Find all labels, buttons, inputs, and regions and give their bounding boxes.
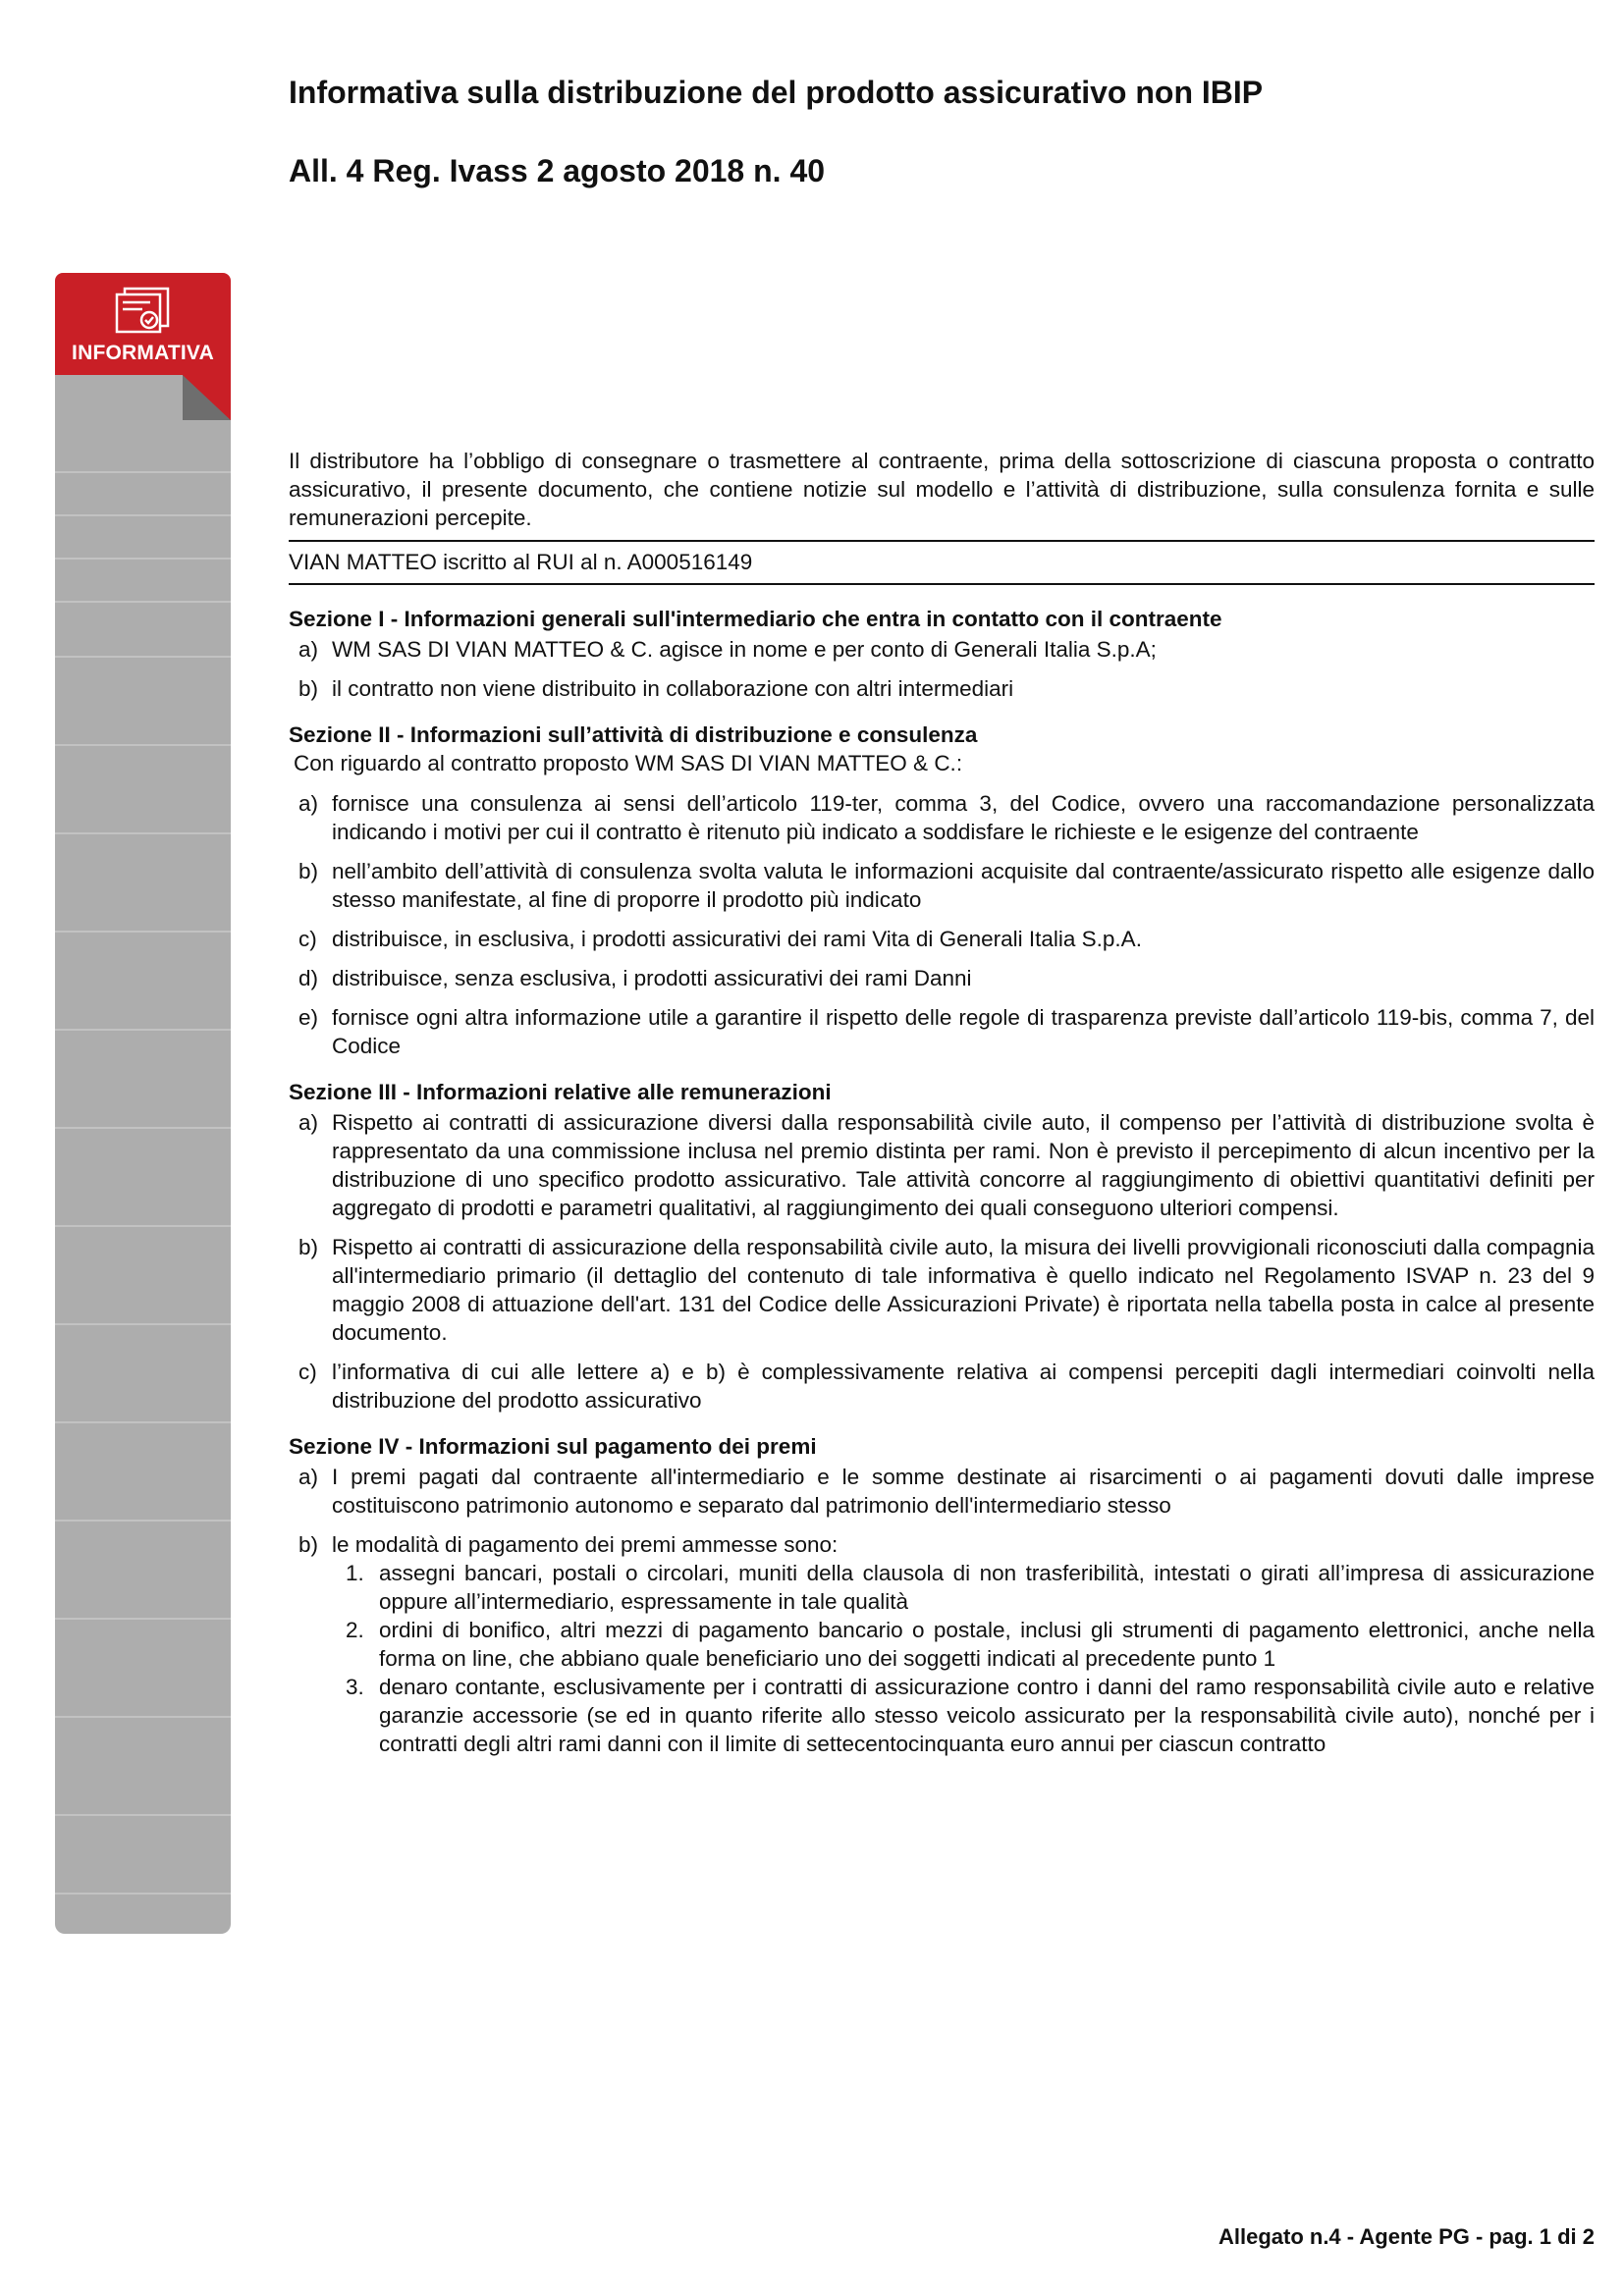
- section-3: [289, 1078, 1595, 1415]
- list-item: a) Rispetto ai contratti di assicurazione diversi dalla responsabilità civile auto, il compenso per l’attività di distribuzione svolta è rappresentato da una commissione inclusa nel premio distinta per rami. Non è previsto il percepimento di alcun incentivo per la distribuzione di uno specifico prodotto assicurativo. Tale attività concorre al raggiungimento di obiettivi quantitativi definiti per aggregato di prodotti e parametri qualitativi, al raggiungimento dei quali conseguono ulteriori compensi.: [298, 1110, 1595, 1220]
- section-4: [289, 1432, 1595, 1758]
- list-item: c) l’informativa di cui alle lettere a) e b) è complessivamente relativa ai compensi percepiti dagli intermediari coinvolti nella distribuzione del prodotto assicurativo: [298, 1360, 1595, 1413]
- document-subtitle: All. 4 Reg. Ivass 2 agosto 2018 n. 40: [289, 153, 826, 188]
- sub-list-item: 1. assegni bancari, postali o circolari, muniti della clausola di non trasferibilità, intestati o girati all’impresa di assicurazione oppure all’intermediario, espressamente in tale qualità: [346, 1561, 1595, 1614]
- document-title: Informativa sulla distribuzione del prodotto assicurativo non IBIP: [289, 75, 1264, 110]
- section-1: [289, 605, 1595, 703]
- list-item: b) Rispetto ai contratti di assicurazione della responsabilità civile auto, la misura dei livelli provvigionali riconosciuti dalla compagnia all'intermediario primario (il dettaglio del contenuto di tale informativa è quello indicato nel Regolamento ISVAP n. 23 del 9 maggio 2008 di attuazione dell'art. 131 del Codice delle Assicurazioni Private) è riportata nella tabella posta in calce al presente documento.: [298, 1235, 1595, 1345]
- page-footer: Allegato n.4 - Agente PG - pag. 1 di 2: [1218, 2224, 1595, 2249]
- divider-bottom: [289, 583, 1595, 585]
- intro-paragraph: Il distributore ha l’obbligo di consegnare o trasmettere al contraente, prima della sottoscrizione di ciascuna proposta o contratto assicurativo, il presente documento, che contiene notizie sul modello e l’attività di distribuzione, sulla consulenza fornita e sulle remunerazioni percepite.: [289, 449, 1595, 530]
- list-item: b) le modalità di pagamento dei premi ammesse sono: 1. assegni bancari, postali o circolari, muniti della clausola di non trasferibilità, intestati o girati all’impresa di assicurazione oppure all’intermediario, espressamente in tale qualità 2. ordini di bonifico, altri mezzi di pagamento bancario o postale, inclusi gli strumenti di pagamento elettronici, anche nella forma on line, che abbiano quale beneficiario uno dei soggetti indicati al precedente punto 1 3. denaro contante, esclusivamente per i contratti di assicurazione contro i danni del ramo responsabilità civile auto e relative garanzie accessorie (se ed in quanto riferite allo stesso veicolo assicurato per la responsabilità civile auto), nonché per i contratti degli altri rami danni con il limite di settecentocinquanta euro annui per ciascun contratto: [298, 1532, 1595, 1756]
- list-item: c) distribuisce, in esclusiva, i prodotti assicurativi dei rami Vita di Generali Italia S.p.A.: [298, 927, 1142, 951]
- badge-fold: [55, 375, 231, 420]
- list-item: b) nell’ambito dell’attività di consulenza svolta valuta le informazioni acquisite dal contraente/assicurato rispetto alle esigenze dallo stesso manifestate, al fine di proporre il prodotto più indicato: [298, 859, 1595, 912]
- sidebar-badge-panel: [55, 273, 231, 1942]
- list-item: b) il contratto non viene distribuito in collaborazione con altri intermediari: [298, 676, 1014, 701]
- list-item: a) I premi pagati dal contraente all'intermediario e le somme destinate ai risarcimenti o ai pagamenti dovuti dalle imprese costituiscono patrimonio autonomo e separato dal patrimonio dell'intermediario stesso: [298, 1465, 1595, 1518]
- document-body: [289, 447, 1595, 1758]
- badge-label: INFORMATIVA: [72, 342, 214, 364]
- section-2: [289, 721, 1595, 1060]
- sub-list-item: 2. ordini di bonifico, altri mezzi di pagamento bancario o postale, inclusi gli strumenti di pagamento elettronici, anche nella forma on line, che abbiano quale beneficiario uno dei soggetti indicati al precedente punto 1: [346, 1618, 1595, 1671]
- sidebar-strip: [55, 420, 231, 1934]
- sub-list-item: 3. denaro contante, esclusivamente per i contratti di assicurazione contro i danni del ramo responsabilità civile auto e relative garanzie accessorie (se ed in quanto riferite allo stesso veicolo assicurato per la responsabilità civile auto), nonché per i contratti degli altri rami danni con il limite di settecentocinquanta euro annui per ciascun contratto: [346, 1675, 1595, 1756]
- list-item: d) distribuisce, senza esclusiva, i prodotti assicurativi dei rami Danni: [298, 966, 972, 990]
- section-title: Sezione II - Informazioni sull’attività di distribuzione e consulenza: [289, 722, 978, 747]
- informativa-badge: [55, 273, 231, 375]
- list-item: a) WM SAS DI VIAN MATTEO & C. agisce in nome e per conto di Generali Italia S.p.A;: [298, 637, 1157, 662]
- list-item: e) fornisce ogni altra informazione utile a garantire il rispetto delle regole di trasparenza previste dall’articolo 119-bis, comma 7, del Codice: [298, 1005, 1595, 1058]
- section-title: Sezione IV - Informazioni sul pagamento dei premi: [289, 1434, 817, 1459]
- section-title: Sezione III - Informazioni relative alle remunerazioni: [289, 1080, 832, 1104]
- rui-registration: VIAN MATTEO iscritto al RUI al n. A000516149: [289, 550, 753, 574]
- divider-top: [289, 540, 1595, 542]
- section-title: Sezione I - Informazioni generali sull'intermediario che entra in contatto con il contraente: [289, 607, 1222, 631]
- list-item: a) fornisce una consulenza ai sensi dell’articolo 119-ter, comma 3, del Codice, ovvero una raccomandazione personalizzata indicando i motivi per cui il contratto è ritenuto più indicato a soddisfare le richieste e le esigenze del contraente: [298, 791, 1595, 844]
- document-check-icon: [113, 287, 172, 336]
- section-lead: Con riguardo al contratto proposto WM SAS DI VIAN MATTEO & C.:: [294, 751, 963, 775]
